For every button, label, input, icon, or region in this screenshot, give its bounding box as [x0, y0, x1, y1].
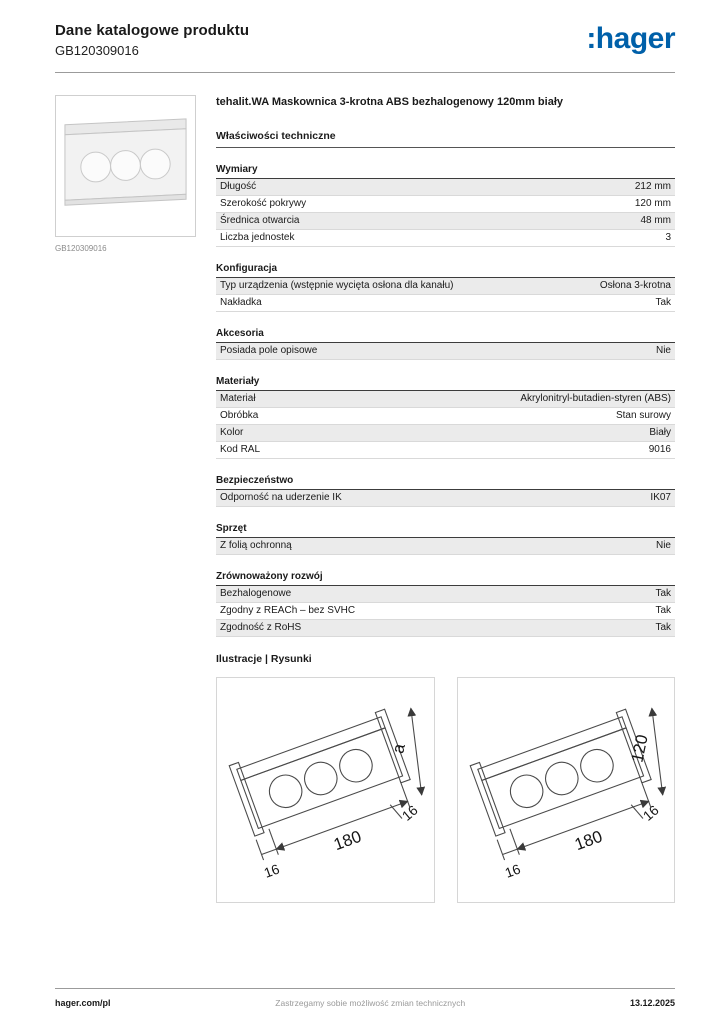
- spec-row: [216, 295, 675, 312]
- section-rows: [216, 179, 675, 247]
- spec-label: Zgodność z RoHS: [220, 622, 302, 634]
- spec-value: Tak: [655, 622, 671, 634]
- spec-section: [216, 475, 675, 507]
- spec-label: Zgodny z REACh – bez SVHC: [220, 605, 356, 617]
- spec-label: Długość: [220, 181, 257, 193]
- section-rows: [216, 343, 675, 360]
- spec-section: [216, 523, 675, 555]
- footer-link[interactable]: hager.com/pl: [55, 998, 111, 1008]
- content: [55, 95, 675, 903]
- technical-drawing-1: [216, 677, 435, 903]
- section-title: Wymiary: [216, 164, 675, 179]
- section-rows: [216, 490, 675, 507]
- image-caption: GB120309016: [55, 244, 107, 253]
- spec-label: Z folią ochronną: [220, 540, 292, 552]
- product-id: GB120309016: [55, 43, 139, 58]
- spec-value: IK07: [650, 492, 671, 504]
- spec-label: Kolor: [220, 427, 244, 439]
- spec-section: [216, 571, 675, 637]
- dimension-label-left: 16: [502, 861, 523, 881]
- spec-section: [216, 263, 675, 312]
- spec-row: [216, 196, 675, 213]
- spec-value: Biały: [649, 427, 671, 439]
- dimension-label-side: 16: [399, 802, 421, 824]
- spec-row: [216, 343, 675, 360]
- dimension-label-width: 180: [331, 826, 364, 854]
- spec-row: [216, 391, 675, 408]
- spec-value: 9016: [648, 444, 671, 456]
- spec-value: 120 mm: [634, 198, 671, 210]
- footer-disclaimer: Zastrzegamy sobie możliwość zmian technicznych: [275, 998, 466, 1008]
- spec-section: [216, 328, 675, 360]
- spec-row: [216, 490, 675, 507]
- spec-label: Odporność na uderzenie IK: [220, 492, 342, 504]
- spec-value: Tak: [655, 297, 671, 309]
- footer: [55, 988, 675, 1008]
- hager-logo: :hager: [586, 22, 675, 55]
- spec-value: Tak: [655, 588, 671, 600]
- spec-row: [216, 442, 675, 459]
- dimension-label-side: 16: [639, 802, 662, 824]
- spec-label: Nakładka: [220, 297, 262, 309]
- spec-row: [216, 586, 675, 603]
- spec-value: Tak: [655, 605, 671, 617]
- spec-value: Nie: [655, 345, 671, 357]
- spec-label: Bezhalogenowe: [220, 588, 292, 600]
- spec-label: Średnica otwarcia: [220, 215, 300, 227]
- spec-value: Nie: [655, 540, 671, 552]
- spec-label: Posiada pole opisowe: [220, 345, 318, 357]
- section-title: Konfiguracja: [216, 263, 675, 278]
- sections-container: [216, 164, 675, 637]
- spec-row: [216, 179, 675, 196]
- technical-drawing-2: [457, 677, 676, 903]
- spec-row: [216, 213, 675, 230]
- spec-label: Szerokość pokrywy: [220, 198, 307, 210]
- spec-label: Liczba jednostek: [220, 232, 295, 244]
- spec-row: [216, 408, 675, 425]
- illustrations-heading: Ilustracje | Rysunki: [216, 652, 312, 665]
- product-image: [56, 96, 195, 235]
- spec-value: 3: [665, 232, 671, 244]
- technical-drawing-2-svg: [458, 678, 675, 902]
- spec-row: [216, 230, 675, 247]
- section-rows: [216, 538, 675, 555]
- spec-row: [216, 603, 675, 620]
- spec-row: [216, 278, 675, 295]
- drawings-row: [216, 677, 675, 903]
- section-title: Materiały: [216, 376, 675, 391]
- header: [55, 22, 675, 73]
- section-rows: [216, 391, 675, 459]
- product-image-box: [55, 95, 196, 237]
- image-column: [55, 95, 196, 903]
- spec-section: [216, 376, 675, 459]
- section-rows: [216, 278, 675, 312]
- header-titles: [55, 22, 249, 58]
- dimension-label-left: 16: [262, 861, 282, 881]
- spec-value: Akrylonitryl-butadien-styren (ABS): [520, 393, 671, 405]
- spec-label: Kod RAL: [220, 444, 261, 456]
- section-title: Bezpieczeństwo: [216, 475, 675, 490]
- dimension-label-width: 180: [571, 826, 605, 854]
- spec-label: Typ urządzenia (wstępnie wycięta osłona dla kanału): [220, 280, 454, 292]
- section-title: Sprzęt: [216, 523, 675, 538]
- spec-value: Osłona 3-krotna: [599, 280, 671, 292]
- dimension-label-height: a: [388, 741, 409, 755]
- spec-section: [216, 164, 675, 247]
- spec-value: Stan surowy: [615, 410, 671, 422]
- spec-row: [216, 538, 675, 555]
- spec-label: Obróbka: [220, 410, 259, 422]
- spec-row: [216, 620, 675, 637]
- spec-row: [216, 425, 675, 442]
- section-rows: [216, 586, 675, 637]
- section-title: Zrównoważony rozwój: [216, 571, 675, 586]
- dimension-label-height: 120: [626, 732, 652, 764]
- spec-value: 48 mm: [640, 215, 671, 227]
- product-name: tehalit.WA Maskownica 3-krotna ABS bezhalogenowy 120mm biały: [216, 96, 563, 108]
- spec-label: Materiał: [220, 393, 256, 405]
- spec-value: 212 mm: [634, 181, 671, 193]
- section-title: Akcesoria: [216, 328, 675, 343]
- technical-drawing-1-svg: [217, 678, 434, 902]
- spec-column: [216, 95, 675, 903]
- footer-date: 13.12.2025: [629, 998, 675, 1008]
- page-title: Dane katalogowe produktu: [55, 22, 250, 39]
- properties-heading: Właściwości techniczne: [216, 130, 675, 148]
